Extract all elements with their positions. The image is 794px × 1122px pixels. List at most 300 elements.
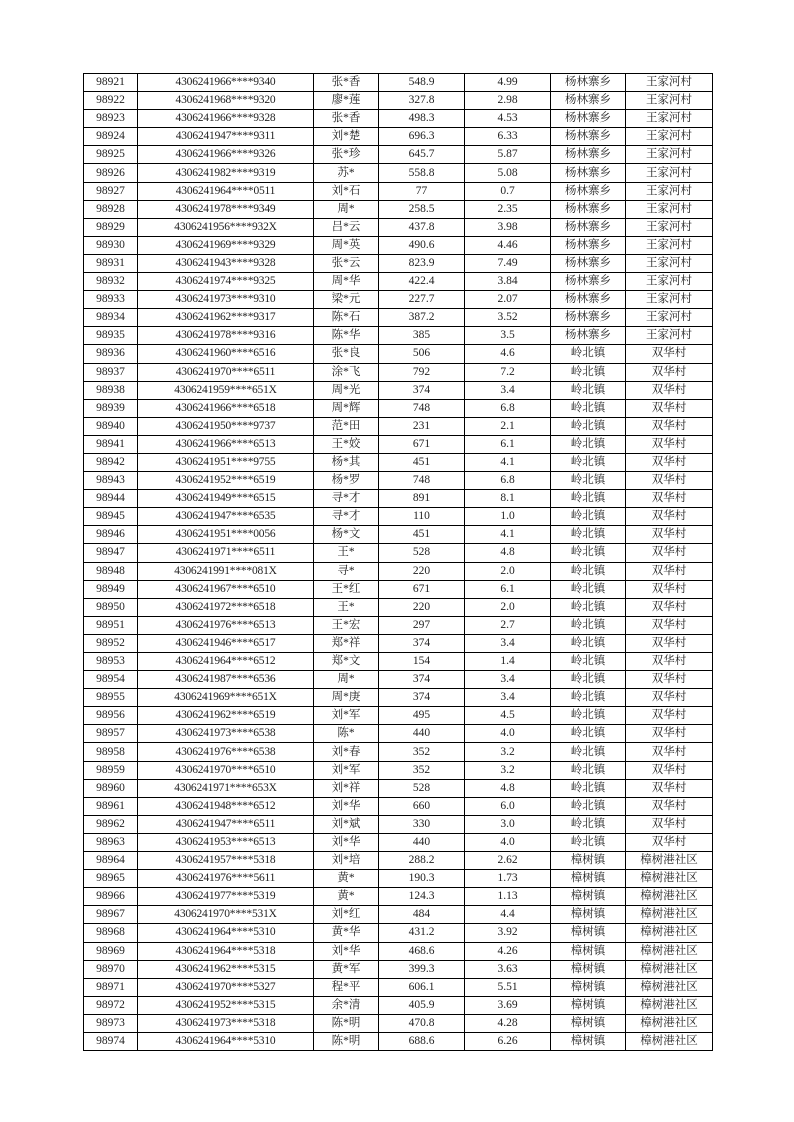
- serial-cell: 98940: [84, 417, 138, 435]
- area-cell: 2.7: [465, 616, 551, 634]
- table-row: [84, 562, 713, 580]
- serial-cell: 98947: [84, 544, 138, 562]
- serial-cell: 98933: [84, 291, 138, 309]
- id-number-cell: 4306241968****9320: [138, 92, 314, 110]
- village-cell: 双华村: [626, 381, 713, 399]
- village-cell: 王家河村: [626, 110, 713, 128]
- village-cell: 王家河村: [626, 92, 713, 110]
- area-cell: 4.1: [465, 526, 551, 544]
- table-row: [84, 164, 713, 182]
- amount-cell: 506: [379, 345, 465, 363]
- id-number-cell: 4306241971****653X: [138, 779, 314, 797]
- amount-cell: 440: [379, 833, 465, 851]
- id-number-cell: 4306241949****6515: [138, 490, 314, 508]
- area-cell: 7.49: [465, 254, 551, 272]
- table-row: [84, 381, 713, 399]
- serial-cell: 98938: [84, 381, 138, 399]
- village-cell: 王家河村: [626, 291, 713, 309]
- township-cell: 樟树镇: [551, 1014, 626, 1032]
- serial-cell: 98936: [84, 345, 138, 363]
- village-cell: 双华村: [626, 833, 713, 851]
- name-cell: 王*红: [314, 580, 379, 598]
- amount-cell: 227.7: [379, 291, 465, 309]
- serial-cell: 98956: [84, 707, 138, 725]
- id-number-cell: 4306241972****6518: [138, 598, 314, 616]
- amount-cell: 498.3: [379, 110, 465, 128]
- area-cell: 1.13: [465, 888, 551, 906]
- id-number-cell: 4306241947****9311: [138, 128, 314, 146]
- id-number-cell: 4306241973****5318: [138, 1014, 314, 1032]
- name-cell: 王*: [314, 598, 379, 616]
- name-cell: 黄*: [314, 870, 379, 888]
- village-cell: 双华村: [626, 472, 713, 490]
- township-cell: 杨林寨乡: [551, 254, 626, 272]
- name-cell: 王*宏: [314, 616, 379, 634]
- serial-cell: 98950: [84, 598, 138, 616]
- village-cell: 王家河村: [626, 200, 713, 218]
- id-number-cell: 4306241974****9325: [138, 273, 314, 291]
- serial-cell: 98964: [84, 852, 138, 870]
- name-cell: 梁*元: [314, 291, 379, 309]
- area-cell: 4.53: [465, 110, 551, 128]
- name-cell: 张*珍: [314, 146, 379, 164]
- township-cell: 杨林寨乡: [551, 74, 626, 92]
- serial-cell: 98971: [84, 978, 138, 996]
- name-cell: 杨*罗: [314, 472, 379, 490]
- name-cell: 周*辉: [314, 399, 379, 417]
- id-number-cell: 4306241982****9319: [138, 164, 314, 182]
- area-cell: 5.87: [465, 146, 551, 164]
- serial-cell: 98958: [84, 743, 138, 761]
- table-row: [84, 472, 713, 490]
- amount-cell: 490.6: [379, 236, 465, 254]
- village-cell: 双华村: [626, 616, 713, 634]
- id-number-cell: 4306241952****6519: [138, 472, 314, 490]
- table-row: [84, 725, 713, 743]
- amount-cell: 288.2: [379, 852, 465, 870]
- table-row: [84, 888, 713, 906]
- id-number-cell: 4306241966****9340: [138, 74, 314, 92]
- area-cell: 4.46: [465, 236, 551, 254]
- name-cell: 涂*飞: [314, 363, 379, 381]
- id-number-cell: 4306241964****5310: [138, 924, 314, 942]
- area-cell: 1.4: [465, 653, 551, 671]
- amount-cell: 484: [379, 906, 465, 924]
- village-cell: 双华村: [626, 634, 713, 652]
- name-cell: 刘*楚: [314, 128, 379, 146]
- area-cell: 4.8: [465, 779, 551, 797]
- township-cell: 岭北镇: [551, 815, 626, 833]
- amount-cell: 548.9: [379, 74, 465, 92]
- id-number-cell: 4306241973****9310: [138, 291, 314, 309]
- village-cell: 王家河村: [626, 236, 713, 254]
- name-cell: 黄*华: [314, 924, 379, 942]
- table-row: [84, 74, 713, 92]
- table-row: [84, 110, 713, 128]
- township-cell: 杨林寨乡: [551, 218, 626, 236]
- area-cell: 4.0: [465, 725, 551, 743]
- amount-cell: 220: [379, 598, 465, 616]
- township-cell: 岭北镇: [551, 526, 626, 544]
- village-cell: 樟树港社区: [626, 960, 713, 978]
- village-cell: 王家河村: [626, 218, 713, 236]
- township-cell: 杨林寨乡: [551, 309, 626, 327]
- amount-cell: 451: [379, 526, 465, 544]
- township-cell: 岭北镇: [551, 345, 626, 363]
- township-cell: 岭北镇: [551, 381, 626, 399]
- amount-cell: 468.6: [379, 942, 465, 960]
- village-cell: 樟树港社区: [626, 1014, 713, 1032]
- id-number-cell: 4306241948****6512: [138, 797, 314, 815]
- table-row: [84, 671, 713, 689]
- table-row: [84, 490, 713, 508]
- area-cell: 5.08: [465, 164, 551, 182]
- village-cell: 双华村: [626, 689, 713, 707]
- area-cell: 4.4: [465, 906, 551, 924]
- name-cell: 周*华: [314, 273, 379, 291]
- id-number-cell: 4306241966****9326: [138, 146, 314, 164]
- village-cell: 双华村: [626, 580, 713, 598]
- name-cell: 寻*才: [314, 490, 379, 508]
- area-cell: 4.26: [465, 942, 551, 960]
- area-cell: 0.7: [465, 182, 551, 200]
- area-cell: 2.07: [465, 291, 551, 309]
- table-row: [84, 345, 713, 363]
- area-cell: 3.98: [465, 218, 551, 236]
- area-cell: 8.1: [465, 490, 551, 508]
- area-cell: 2.62: [465, 852, 551, 870]
- village-cell: 双华村: [626, 815, 713, 833]
- id-number-cell: 4306241951****9755: [138, 453, 314, 471]
- serial-cell: 98929: [84, 218, 138, 236]
- township-cell: 岭北镇: [551, 562, 626, 580]
- amount-cell: 374: [379, 634, 465, 652]
- name-cell: 陈*: [314, 725, 379, 743]
- id-number-cell: 4306241969****651X: [138, 689, 314, 707]
- area-cell: 3.5: [465, 327, 551, 345]
- table-row: [84, 779, 713, 797]
- id-number-cell: 4306241957****5318: [138, 852, 314, 870]
- area-cell: 2.0: [465, 598, 551, 616]
- id-number-cell: 4306241964****6512: [138, 653, 314, 671]
- village-cell: 王家河村: [626, 146, 713, 164]
- township-cell: 杨林寨乡: [551, 273, 626, 291]
- table-row: [84, 327, 713, 345]
- township-cell: 岭北镇: [551, 472, 626, 490]
- serial-cell: 98930: [84, 236, 138, 254]
- area-cell: 4.0: [465, 833, 551, 851]
- table-row: [84, 689, 713, 707]
- amount-cell: 374: [379, 689, 465, 707]
- area-cell: 3.0: [465, 815, 551, 833]
- area-cell: 6.33: [465, 128, 551, 146]
- table-row: [84, 453, 713, 471]
- village-cell: 双华村: [626, 453, 713, 471]
- name-cell: 吕*云: [314, 218, 379, 236]
- village-cell: 王家河村: [626, 273, 713, 291]
- table-row: [84, 653, 713, 671]
- township-cell: 岭北镇: [551, 490, 626, 508]
- id-number-cell: 4306241964****5310: [138, 1032, 314, 1050]
- area-cell: 1.73: [465, 870, 551, 888]
- village-cell: 王家河村: [626, 309, 713, 327]
- area-cell: 2.98: [465, 92, 551, 110]
- table-row: [84, 1032, 713, 1050]
- area-cell: 4.99: [465, 74, 551, 92]
- village-cell: 王家河村: [626, 254, 713, 272]
- id-number-cell: 4306241976****5611: [138, 870, 314, 888]
- name-cell: 王*姣: [314, 435, 379, 453]
- village-cell: 双华村: [626, 544, 713, 562]
- township-cell: 杨林寨乡: [551, 182, 626, 200]
- area-cell: 3.84: [465, 273, 551, 291]
- name-cell: 寻*才: [314, 508, 379, 526]
- table-row: [84, 942, 713, 960]
- serial-cell: 98932: [84, 273, 138, 291]
- township-cell: 樟树镇: [551, 960, 626, 978]
- id-number-cell: 4306241977****5319: [138, 888, 314, 906]
- amount-cell: 385: [379, 327, 465, 345]
- id-number-cell: 4306241967****6510: [138, 580, 314, 598]
- serial-cell: 98949: [84, 580, 138, 598]
- table-row: [84, 797, 713, 815]
- id-number-cell: 4306241964****5318: [138, 942, 314, 960]
- name-cell: 刘*华: [314, 833, 379, 851]
- township-cell: 樟树镇: [551, 888, 626, 906]
- amount-cell: 823.9: [379, 254, 465, 272]
- village-cell: 樟树港社区: [626, 888, 713, 906]
- name-cell: 廖*莲: [314, 92, 379, 110]
- name-cell: 苏*: [314, 164, 379, 182]
- id-number-cell: 4306241962****9317: [138, 309, 314, 327]
- table-row: [84, 616, 713, 634]
- amount-cell: 748: [379, 399, 465, 417]
- township-cell: 岭北镇: [551, 453, 626, 471]
- serial-cell: 98972: [84, 996, 138, 1014]
- table-row: [84, 218, 713, 236]
- serial-cell: 98931: [84, 254, 138, 272]
- table-row: [84, 363, 713, 381]
- serial-cell: 98937: [84, 363, 138, 381]
- serial-cell: 98962: [84, 815, 138, 833]
- name-cell: 周*: [314, 671, 379, 689]
- township-cell: 樟树镇: [551, 1032, 626, 1050]
- village-cell: 樟树港社区: [626, 924, 713, 942]
- table-row: [84, 1014, 713, 1032]
- serial-cell: 98959: [84, 761, 138, 779]
- township-cell: 岭北镇: [551, 580, 626, 598]
- township-cell: 岭北镇: [551, 634, 626, 652]
- name-cell: 张*香: [314, 110, 379, 128]
- name-cell: 刘*培: [314, 852, 379, 870]
- amount-cell: 688.6: [379, 1032, 465, 1050]
- village-cell: 双华村: [626, 779, 713, 797]
- area-cell: 3.69: [465, 996, 551, 1014]
- amount-cell: 352: [379, 761, 465, 779]
- amount-cell: 154: [379, 653, 465, 671]
- id-number-cell: 4306241976****6513: [138, 616, 314, 634]
- village-cell: 樟树港社区: [626, 1032, 713, 1050]
- serial-cell: 98925: [84, 146, 138, 164]
- township-cell: 岭北镇: [551, 689, 626, 707]
- serial-cell: 98942: [84, 453, 138, 471]
- area-cell: 3.2: [465, 743, 551, 761]
- id-number-cell: 4306241970****6510: [138, 761, 314, 779]
- amount-cell: 124.3: [379, 888, 465, 906]
- amount-cell: 399.3: [379, 960, 465, 978]
- serial-cell: 98954: [84, 671, 138, 689]
- table-row: [84, 92, 713, 110]
- area-cell: 3.92: [465, 924, 551, 942]
- area-cell: 4.6: [465, 345, 551, 363]
- village-cell: 双华村: [626, 435, 713, 453]
- amount-cell: 374: [379, 381, 465, 399]
- township-cell: 杨林寨乡: [551, 110, 626, 128]
- village-cell: 樟树港社区: [626, 942, 713, 960]
- table-row: [84, 960, 713, 978]
- amount-cell: 77: [379, 182, 465, 200]
- name-cell: 王*: [314, 544, 379, 562]
- name-cell: 周*: [314, 200, 379, 218]
- area-cell: 3.4: [465, 634, 551, 652]
- serial-cell: 98966: [84, 888, 138, 906]
- serial-cell: 98946: [84, 526, 138, 544]
- id-number-cell: 4306241978****9349: [138, 200, 314, 218]
- name-cell: 张*良: [314, 345, 379, 363]
- table-row: [84, 906, 713, 924]
- area-cell: 3.4: [465, 381, 551, 399]
- name-cell: 张*香: [314, 74, 379, 92]
- village-cell: 双华村: [626, 490, 713, 508]
- township-cell: 杨林寨乡: [551, 164, 626, 182]
- name-cell: 郑*祥: [314, 634, 379, 652]
- township-cell: 岭北镇: [551, 508, 626, 526]
- table-row: [84, 200, 713, 218]
- village-cell: 王家河村: [626, 74, 713, 92]
- village-cell: 双华村: [626, 399, 713, 417]
- table-row: [84, 924, 713, 942]
- name-cell: 杨*其: [314, 453, 379, 471]
- township-cell: 岭北镇: [551, 761, 626, 779]
- id-number-cell: 4306241987****6536: [138, 671, 314, 689]
- id-number-cell: 4306241943****9328: [138, 254, 314, 272]
- township-cell: 樟树镇: [551, 870, 626, 888]
- township-cell: 岭北镇: [551, 797, 626, 815]
- data-table: [83, 73, 713, 1051]
- id-number-cell: 4306241946****6517: [138, 634, 314, 652]
- township-cell: 岭北镇: [551, 616, 626, 634]
- name-cell: 刘*春: [314, 743, 379, 761]
- village-cell: 樟树港社区: [626, 996, 713, 1014]
- amount-cell: 220: [379, 562, 465, 580]
- name-cell: 刘*红: [314, 906, 379, 924]
- serial-cell: 98945: [84, 508, 138, 526]
- table-row: [84, 254, 713, 272]
- township-cell: 岭北镇: [551, 743, 626, 761]
- amount-cell: 470.8: [379, 1014, 465, 1032]
- amount-cell: 231: [379, 417, 465, 435]
- amount-cell: 437.8: [379, 218, 465, 236]
- table-body: [84, 74, 713, 1051]
- serial-cell: 98953: [84, 653, 138, 671]
- serial-cell: 98955: [84, 689, 138, 707]
- name-cell: 陈*明: [314, 1014, 379, 1032]
- serial-cell: 98922: [84, 92, 138, 110]
- village-cell: 双华村: [626, 508, 713, 526]
- amount-cell: 528: [379, 544, 465, 562]
- serial-cell: 98974: [84, 1032, 138, 1050]
- id-number-cell: 4306241978****9316: [138, 327, 314, 345]
- amount-cell: 258.5: [379, 200, 465, 218]
- serial-cell: 98951: [84, 616, 138, 634]
- serial-cell: 98928: [84, 200, 138, 218]
- table-row: [84, 580, 713, 598]
- village-cell: 双华村: [626, 653, 713, 671]
- id-number-cell: 4306241950****9737: [138, 417, 314, 435]
- name-cell: 黄*: [314, 888, 379, 906]
- table-row: [84, 435, 713, 453]
- table-row: [84, 128, 713, 146]
- amount-cell: 330: [379, 815, 465, 833]
- id-number-cell: 4306241951****0056: [138, 526, 314, 544]
- name-cell: 刘*华: [314, 797, 379, 815]
- amount-cell: 352: [379, 743, 465, 761]
- id-number-cell: 4306241969****9329: [138, 236, 314, 254]
- serial-cell: 98941: [84, 435, 138, 453]
- id-number-cell: 4306241962****6519: [138, 707, 314, 725]
- village-cell: 双华村: [626, 417, 713, 435]
- name-cell: 范*田: [314, 417, 379, 435]
- id-number-cell: 4306241947****6535: [138, 508, 314, 526]
- village-cell: 王家河村: [626, 128, 713, 146]
- table-row: [84, 526, 713, 544]
- serial-cell: 98943: [84, 472, 138, 490]
- township-cell: 杨林寨乡: [551, 327, 626, 345]
- township-cell: 岭北镇: [551, 363, 626, 381]
- amount-cell: 558.8: [379, 164, 465, 182]
- id-number-cell: 4306241991****081X: [138, 562, 314, 580]
- name-cell: 陈*华: [314, 327, 379, 345]
- township-cell: 樟树镇: [551, 906, 626, 924]
- serial-cell: 98926: [84, 164, 138, 182]
- amount-cell: 110: [379, 508, 465, 526]
- village-cell: 双华村: [626, 761, 713, 779]
- amount-cell: 405.9: [379, 996, 465, 1014]
- table-row: [84, 273, 713, 291]
- id-number-cell: 4306241947****6511: [138, 815, 314, 833]
- township-cell: 樟树镇: [551, 996, 626, 1014]
- name-cell: 郑*文: [314, 653, 379, 671]
- village-cell: 双华村: [626, 363, 713, 381]
- area-cell: 2.0: [465, 562, 551, 580]
- village-cell: 双华村: [626, 725, 713, 743]
- village-cell: 王家河村: [626, 182, 713, 200]
- table-row: [84, 634, 713, 652]
- amount-cell: 606.1: [379, 978, 465, 996]
- name-cell: 刘*军: [314, 707, 379, 725]
- serial-cell: 98923: [84, 110, 138, 128]
- area-cell: 4.5: [465, 707, 551, 725]
- id-number-cell: 4306241956****932X: [138, 218, 314, 236]
- table-row: [84, 598, 713, 616]
- township-cell: 岭北镇: [551, 598, 626, 616]
- village-cell: 双华村: [626, 598, 713, 616]
- amount-cell: 327.8: [379, 92, 465, 110]
- village-cell: 双华村: [626, 707, 713, 725]
- area-cell: 4.28: [465, 1014, 551, 1032]
- township-cell: 杨林寨乡: [551, 291, 626, 309]
- table-row: [84, 743, 713, 761]
